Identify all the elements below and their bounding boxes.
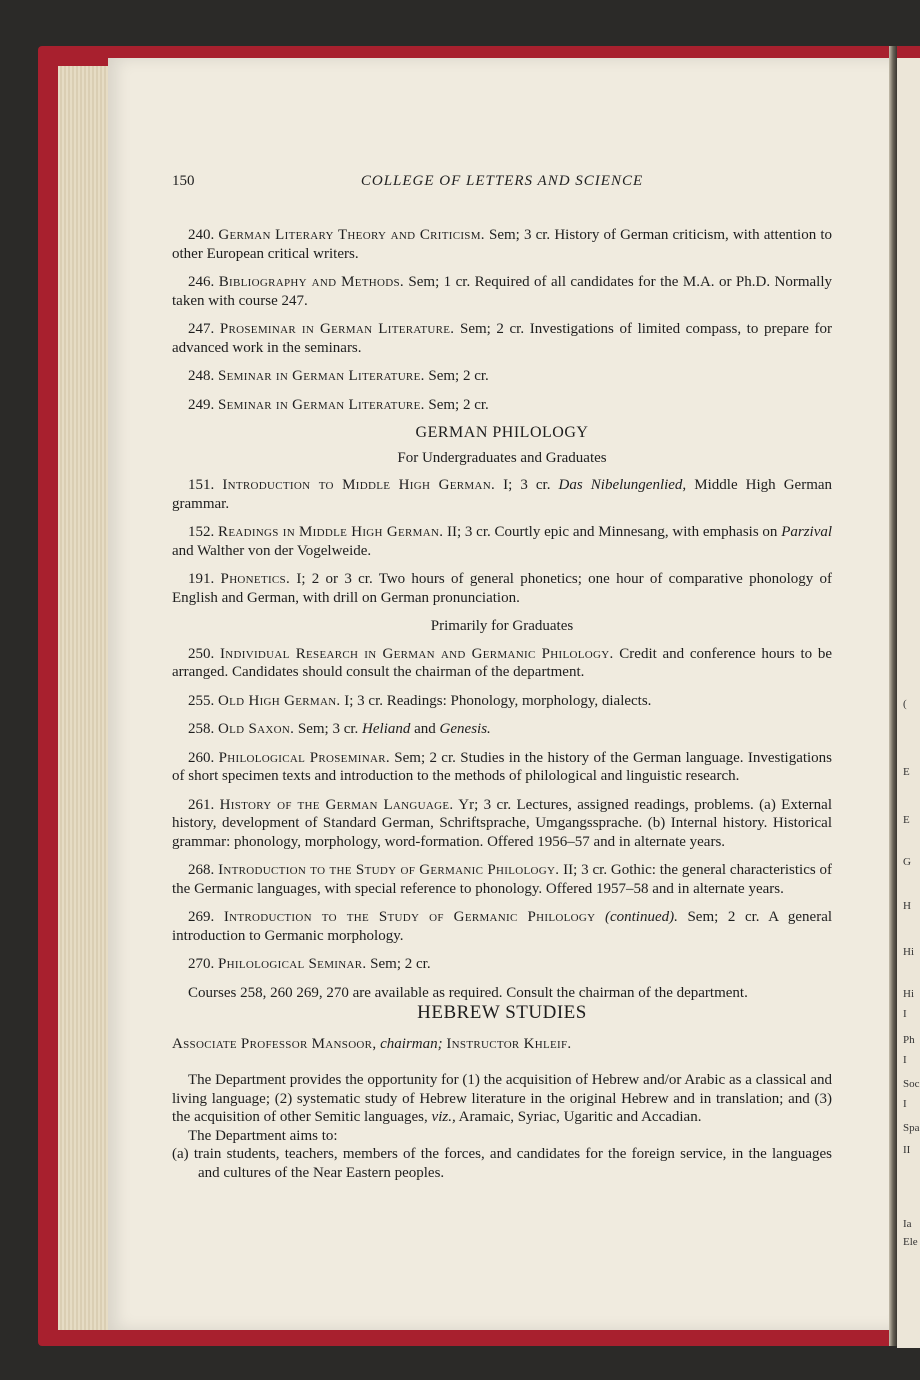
course-description: Sem; 2 cr. A general introduction to Germanic morphology. — [172, 909, 833, 944]
course-title: German Literary Theory and Criticism. — [218, 227, 485, 243]
course-entry — [172, 396, 832, 415]
course-description: Sem; 2 cr. Investigations of limited compass, to prepare for advanced work in the seminars. — [172, 321, 833, 356]
department-heading: HEBREW STUDIES — [417, 1002, 587, 1023]
course-description: Sem; 3 cr. — [297, 721, 359, 737]
fragment-text: E — [903, 814, 910, 826]
italic-title: Das Nibelungenlied, — [558, 477, 687, 493]
page-content — [172, 226, 832, 1182]
course-entry — [172, 570, 832, 607]
course-description: Sem; 2 cr. Studies in the history of the German language. Investigations of short specimen texts and introduction to the methods of philological and linguistic research. — [172, 749, 833, 784]
course-description: and — [414, 721, 436, 737]
course-number: 255. — [188, 692, 215, 709]
course-title: Old Saxon. — [218, 721, 295, 737]
fragment-text: I — [903, 1054, 907, 1066]
course-title: Introduction to the Study of Germanic Philology. — [218, 862, 560, 878]
fragment-text: E — [903, 766, 910, 778]
course-number: 240. — [188, 227, 215, 243]
course-title: Proseminar in German Literature. — [219, 321, 455, 337]
course-title: Phonetics. — [220, 571, 291, 587]
aim-item: (a) train students, teachers, members of the forces, and candidates for the foreign service, in the languages and cultures of the Near Eastern peoples. — [172, 1146, 832, 1181]
fragment-text: Hi — [903, 988, 914, 1000]
page-number: 150 — [172, 173, 195, 189]
fragment-text: I — [903, 1008, 907, 1020]
course-entry — [172, 523, 832, 560]
course-title: History of the German Language. — [219, 796, 454, 813]
course-number: 270. — [188, 956, 215, 972]
fragment-text: H — [903, 900, 911, 912]
course-entry — [172, 476, 832, 513]
running-head: COLLEGE OF LETTERS AND SCIENCE — [360, 173, 644, 189]
course-title: Readings in Middle High German. — [218, 524, 444, 540]
course-entry — [172, 908, 832, 945]
course-description: Credit and conference hours to be arranged. Candidates should consult the chairman of the department. — [172, 645, 833, 680]
faculty-role: chairman; — [380, 1035, 443, 1052]
course-title: Seminar in German Literature. — [218, 368, 425, 384]
italic-title: Heliand — [362, 721, 411, 737]
course-number: 246. — [188, 274, 215, 290]
italic-title: Parzival — [781, 524, 833, 540]
course-number: 249. — [188, 396, 215, 413]
italic-note: (continued). — [604, 909, 678, 925]
course-description: Sem; 3 cr. History of German criticism, with attention to other European critical writers. — [172, 227, 832, 262]
course-number: 248. — [188, 368, 215, 384]
course-title: Seminar in German Literature. — [218, 396, 425, 413]
fragment-text: Hi — [903, 946, 914, 958]
course-title: Philological Proseminar. — [218, 749, 390, 766]
course-description: I; 2 or 3 cr. Two hours of general phonetics; one hour of comparative phonology of English and German, with drill on German pronunciation. — [172, 571, 833, 606]
intro-italic: viz., — [431, 1109, 456, 1125]
faculty-title: Associate Professor Mansoor, — [172, 1035, 377, 1052]
course-description: Sem; 1 cr. Required of all candidates for the M.A. or Ph.D. Normally taken with course 247. — [172, 274, 833, 309]
course-number: 261. — [188, 796, 215, 813]
course-title: Philological Seminar. — [218, 956, 367, 972]
course-entry — [172, 367, 832, 386]
course-number: 191. — [188, 571, 215, 587]
course-entry — [172, 796, 832, 852]
course-entry — [172, 320, 832, 357]
course-number: 260. — [188, 749, 215, 766]
course-number: 247. — [188, 321, 215, 337]
book-gutter — [889, 46, 897, 1346]
fragment-text: Ele — [903, 1236, 918, 1248]
course-description: Yr; 3 cr. Lectures, assigned readings, problems. (a) External history, development of Standard German, Schriftsprache, Umgangssprache. (b) Internal history. Historical grammar: phonology, morphology, word-formation. Offered 1956–57 and in alternate years. — [172, 796, 832, 850]
course-number: 258. — [188, 721, 215, 737]
course-description: Sem; 2 cr. — [428, 396, 489, 413]
subsection-heading: Primarily for Graduates — [430, 618, 574, 634]
intro-text: Aramaic, Syriac, Ugaritic and Accadian. — [458, 1109, 702, 1125]
fragment-text: Ia — [903, 1218, 912, 1230]
course-entry — [172, 273, 832, 310]
course-number: 269. — [188, 909, 215, 925]
course-description: I; 3 cr. — [503, 477, 551, 493]
course-entry — [172, 226, 832, 263]
course-title: Bibliography and Methods. — [218, 274, 404, 290]
course-entry — [172, 720, 832, 739]
course-entry — [172, 861, 832, 898]
subsection-heading: For Undergraduates and Graduates — [397, 449, 607, 466]
course-number: 268. — [188, 862, 215, 878]
course-description: and Walther von der Vogelweide. — [172, 542, 372, 559]
course-entry — [172, 749, 832, 786]
faculty-line — [172, 1035, 832, 1054]
course-number: 152. — [188, 524, 215, 540]
course-description: II; 3 cr. Courtly epic and Minnesang, with emphasis on — [447, 524, 778, 540]
course-title: Introduction to the Study of Germanic Philology — [223, 909, 596, 925]
fragment-text: II — [903, 1144, 911, 1156]
fragment-text: I — [903, 1098, 907, 1110]
course-description: Sem; 2 cr. — [428, 368, 489, 384]
course-note: Courses 258, 260 269, 270 are available as required. Consult the chairman of the department. — [188, 984, 748, 1001]
course-number: 151. — [188, 477, 215, 493]
course-entry — [172, 955, 832, 974]
course-entry — [172, 692, 832, 711]
fragment-text: G — [903, 856, 911, 868]
fragment-text: Ph — [903, 1034, 915, 1046]
fragment-text: Soc — [903, 1078, 920, 1090]
section-heading: GERMAN PHILOLOGY — [415, 424, 589, 441]
page-header — [172, 173, 832, 193]
fragment-text: ( — [903, 698, 907, 710]
course-number: 250. — [188, 645, 215, 662]
italic-title: Genesis. — [439, 721, 491, 737]
fragment-text: Spa — [903, 1122, 920, 1134]
course-description: I; 3 cr. Readings: Phonology, morphology, dialects. — [344, 692, 652, 709]
department-intro — [172, 1071, 832, 1127]
course-description: II; 3 cr. Gothic: the general characteristics of the Germanic languages, with special reference to phonology. Offered 1957–58 and in alternate years. — [172, 862, 833, 897]
course-description: Middle High German grammar. — [172, 477, 833, 512]
course-title: Introduction to Middle High German. — [222, 477, 496, 493]
faculty-title: Instructor Khleif. — [446, 1035, 572, 1052]
course-title: Old High German. — [218, 692, 341, 709]
course-description: Sem; 2 cr. — [370, 956, 431, 972]
department-aims: The Department aims to: — [188, 1127, 338, 1144]
adjacent-page-fragment — [897, 58, 920, 1348]
intro-text: The Department provides the opportunity for (1) the acquisition of Hebrew and/or Arabic as a classical and living language; (2) systematic study of Hebrew literature in the original Hebrew and in translation; and (3) the acquisition of other Semitic languages, — [172, 1072, 832, 1125]
course-entry — [172, 645, 832, 682]
course-title: Individual Research in German and Germanic Philology. — [219, 645, 614, 662]
